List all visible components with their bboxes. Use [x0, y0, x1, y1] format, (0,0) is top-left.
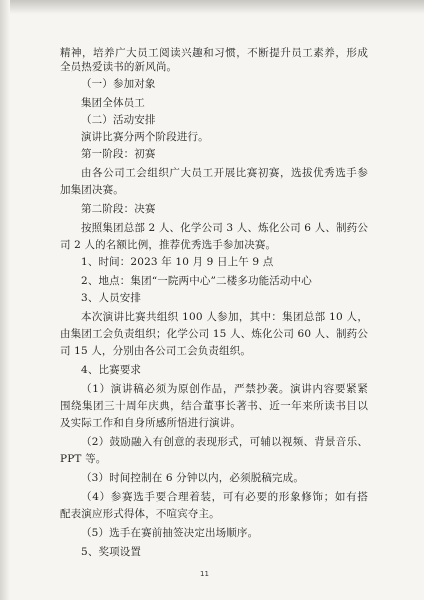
scan-shadow-top [0, 0, 424, 14]
paragraph-line: 全员热爱读书的新风尚。 [60, 61, 178, 73]
section-heading: （二）活动安排 [81, 114, 156, 126]
requirement-line: （3）时间控制在 6 分钟以内，必须脱稿完成。 [81, 472, 304, 484]
requirement-line: （5）选手在赛前抽签决定出场顺序。 [81, 527, 259, 539]
paragraph-line: 司 2 人的名额比例，推荐优秀选手参加决赛。 [60, 239, 277, 251]
stage-heading: 第二阶段：决赛 [81, 203, 156, 215]
requirement-line: （2）鼓励融入有创意的表现形式，可辅以视频、背景音乐、 [81, 436, 368, 448]
section-heading: 4、比赛要求 [81, 364, 142, 376]
paragraph-line: PPT 等。 [60, 453, 107, 465]
paragraph-line: 司 15 人，分别由各公司工会负责组织。 [60, 345, 252, 357]
section-heading: 3、人员安排 [81, 292, 142, 304]
paragraph-line: 集团全体员工 [81, 97, 145, 109]
paragraph-line: 本次演讲比赛共组织 100 人参加，其中：集团总部 10 人， [81, 311, 368, 323]
requirement-line: （4）参赛选手要合理着装，可有必要的形象修饰；如有搭 [81, 491, 368, 503]
requirement-line: （1）演讲稿必须为原创作品，严禁抄袭。演讲内容要紧紧 [81, 383, 368, 395]
paragraph-line: 按照集团总部 2 人、化学公司 3 人、炼化公司 6 人、制药公 [81, 222, 368, 234]
scan-shadow-left [0, 0, 10, 600]
location-line: 2、地点：集团“一院两中心”二楼多功能活动中心 [81, 275, 312, 287]
paragraph-line: 演讲比赛分两个阶段进行。 [81, 131, 209, 143]
section-heading: 5、奖项设置 [81, 546, 142, 558]
paragraph-line: 围绕集团三十周年庆典，结合董事长著书、近一年来所读书目以 [60, 400, 368, 412]
page-number: 11 [200, 570, 209, 578]
section-heading: （一）参加对象 [81, 78, 156, 90]
paragraph-line: 精神，培养广大员工阅读兴趣和习惯，不断提升员工素养，形成 [60, 47, 368, 59]
stage-heading: 第一阶段：初赛 [81, 148, 156, 160]
paragraph-line: 及实际工作和自身所感所悟进行演讲。 [60, 417, 242, 429]
paragraph-line: 加集团决赛。 [60, 184, 124, 196]
document-body [60, 46, 368, 559]
paragraph-line: 由集团工会负责组织；化学公司 15 人、炼化公司 60 人、制药公 [60, 328, 368, 340]
paragraph-line: 由各公司工会组织广大员工开展比赛初赛，选拔优秀选手参 [81, 167, 368, 179]
time-line: 1、时间：2023 年 10 月 9 日上午 9 点 [81, 256, 274, 268]
paragraph-line: 配表演应形式得体，不喧宾夺主。 [60, 508, 220, 520]
